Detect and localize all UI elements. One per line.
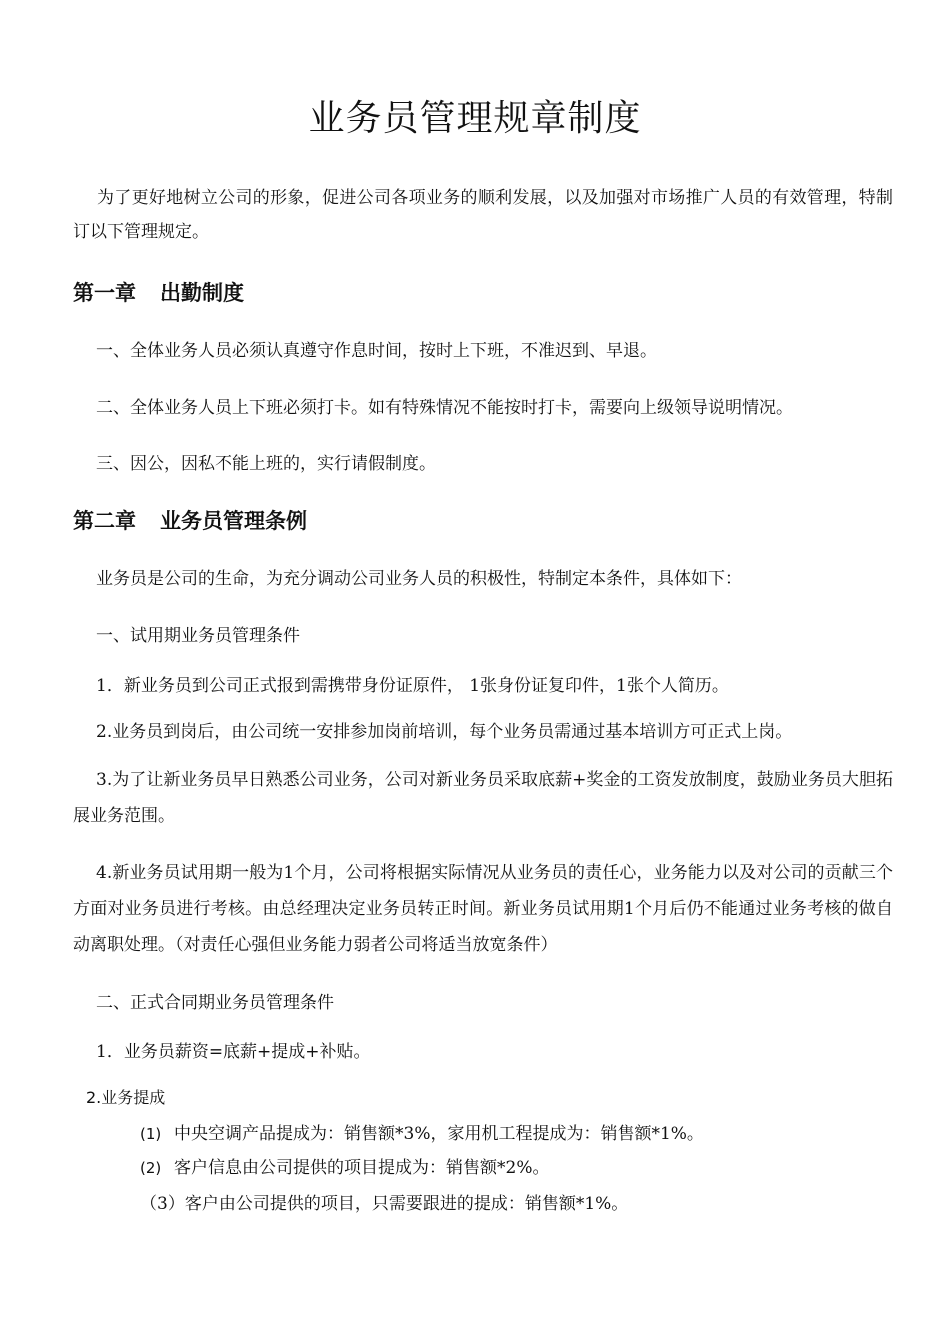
commission-item-3 [140,1190,628,1218]
document-title: 业务员管理规章制度 [308,98,642,139]
chapter-2-name: 业务员管理条例 [160,509,307,533]
chapter-1-name: 出勤制度 [160,281,244,305]
section-1-item-2: 2.业务员到岗后，由公司统一安排参加岗前培训，每个业务员需通过基本培训方可正式上岗。 [96,722,793,742]
section-1-item-3: 3.为了让新业务员早日熟悉公司业务，公司对新业务员采取底薪+奖金的工资发放制度，鼓励业务员大胆拓展业务范围。 [73,770,893,826]
chapter-1-heading [73,278,244,308]
section-2-item-1: 1．业务员薪资=底薪+提成+补贴。 [96,1042,371,1062]
commission-item-2 [140,1154,549,1182]
section-2-heading: 二、正式合同期业务员管理条件 [96,993,334,1013]
commission-item-3-text: 客户由公司提供的项目，只需要跟进的提成：销售额*1%。 [184,1194,629,1214]
commission-item-1-label: (1) [140,1125,162,1143]
section-2-item-2: 2.业务提成 [86,1088,166,1107]
intro-paragraph: 为了更好地树立公司的形象，促进公司各项业务的顺利发展，以及加强对市场推广人员的有效管理，特制订以下管理规定。 [73,188,893,242]
commission-item-2-text: 客户信息由公司提供的项目提成为：销售额*2%。 [174,1158,550,1178]
commission-item-1 [140,1120,704,1148]
commission-item-2-label: (2) [140,1159,162,1177]
commission-item-3-label: （3） [140,1194,185,1214]
section-1-heading: 一、试用期业务员管理条件 [96,626,300,646]
chapter-1-number: 第一章 [73,281,136,305]
chapter-1-item-2: 二、全体业务人员上下班必须打卡。如有特殊情况不能按时打卡，需要向上级领导说明情况。 [96,398,793,418]
section-1-item-4: 4.新业务员试用期一般为1个月，公司将根据实际情况从业务员的责任心，业务能力以及对公司的贡献三个方面对业务员进行考核。由总经理决定业务员转正时间。新业务员试用期1个月后仍不能通过业务考核的做自动离职处理。（对责任心强但业务能力弱者公司将适当放宽条件） [73,863,893,955]
section-1-item-1: 1．新业务员到公司正式报到需携带身份证原件， 1张身份证复印件，1张个人简历。 [96,676,729,696]
chapter-2-number: 第二章 [73,509,136,533]
chapter-2-intro: 业务员是公司的生命，为充分调动公司业务人员的积极性，特制定本条件，具体如下： [96,569,742,589]
chapter-1-item-3: 三、因公，因私不能上班的，实行请假制度。 [96,454,436,474]
commission-item-1-text: 中央空调产品提成为：销售额*3%，家用机工程提成为：销售额*1%。 [174,1124,704,1144]
chapter-1-item-1: 一、全体业务人员必须认真遵守作息时间，按时上下班，不准迟到、早退。 [96,341,657,361]
chapter-2-heading [73,506,307,536]
